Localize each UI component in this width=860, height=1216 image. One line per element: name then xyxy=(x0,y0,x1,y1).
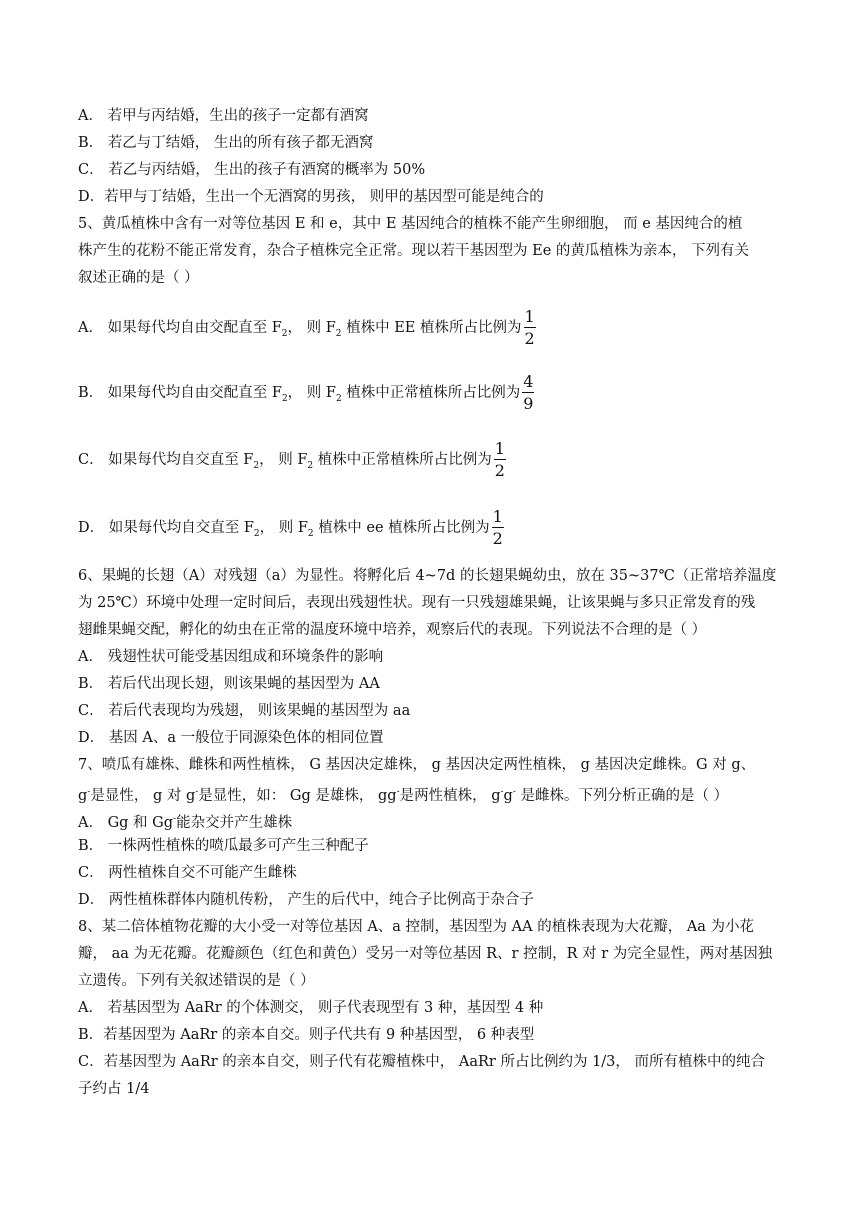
q8-option-c: C．若基因型为 AaRr 的亲本自交，则子代有花瓣植株中， AaRr 所占比例约为 1/3， 而所有植株中的纯合 xyxy=(78,1054,766,1070)
q4-option-a: A． 若甲与丙结婚，生出的孩子一定都有酒窝 xyxy=(78,108,369,124)
q5-option-b: B． 如果每代均自由交配直至 $F_2$， 则 $F_2$ 植株中正常植株所占比例为 $\frac{4}{9}$ xyxy=(78,372,534,413)
q7-option-c: C． 两性植株自交不可能产生雌株 xyxy=(78,865,297,881)
q5-stem-line-1: 5、黄瓜植株中含有一对等位基因 E 和 e，其中 E 基因纯合的植株不能产生卵细胞， 而 e 基因纯合的植 xyxy=(78,216,743,232)
q6-option-b: B． 若后代出现长翅，则该果蝇的基因型为 AA xyxy=(78,676,380,692)
q5-stem-line-3: 叙述正确的是（ ） xyxy=(78,270,199,286)
q8-option-b: B．若基因型为 AaRr 的亲本自交。则子代共有 9 种基因型， 6 种表型 xyxy=(78,1027,535,1043)
q7-stem-line-2: g-是显性， g 对 g-是显性，如： Gg 是雄株， gg-是两性植株， g-g- 是雌株。下列分析正确的是（ ） xyxy=(78,787,729,804)
q6-option-a: A． 残翅性状可能受基因组成和环境条件的影响 xyxy=(78,649,384,665)
q6-stem-line-1: 6、果蝇的长翅（A）对残翅（a）为显性。将孵化后 4~7d 的长翅果蝇幼虫，放在 35~37℃（正常培养温度 xyxy=(78,568,777,584)
q8-stem-line-1: 8、某二倍体植物花瓣的大小受一对等位基因 A、a 控制，基因型为 AA 的植株表现为大花瓣， Aa 为小花 xyxy=(78,919,755,935)
q7-stem-line-1: 7、喷瓜有雄株、雌株和两性植株， G 基因决定雄株， g 基因决定两性植株， g 基因决定雌株。G 对 g、 xyxy=(78,757,756,773)
q6-stem-line-3: 翅雌果蝇交配，孵化的幼虫在正常的温度环境中培养，观察后代的表现。下列说法不合理的是（ ） xyxy=(78,622,707,638)
q7-option-d: D． 两性植株群体内随机传粉， 产生的后代中，纯合子比例高于杂合子 xyxy=(78,892,534,908)
q6-option-c: C． 若后代表现均为残翅， 则该果蝇的基因型为 aa xyxy=(78,703,411,719)
q7-option-b: B． 一株两性植株的喷瓜最多可产生三种配子 xyxy=(78,838,369,854)
q4-option-b: B． 若乙与丁结婚， 生出的所有孩子都无酒窝 xyxy=(78,135,374,151)
q4-option-c: C． 若乙与丙结婚， 生出的孩子有酒窝的概率为 50% xyxy=(78,162,426,178)
q6-stem-line-2: 为 25℃）环境中处理一定时间后，表现出残翅性状。现有一只残翅雄果蝇，让该果蝇与多只正常发育的残 xyxy=(78,595,756,611)
fraction: $\frac{1}{2}$ xyxy=(492,507,503,548)
q7-option-a: A． Gg 和 Gg-能杂交并产生雄株 xyxy=(78,814,293,831)
fraction: $\frac{4}{9}$ xyxy=(523,372,534,413)
q4-option-d: D．若甲与丁结婚，生出一个无酒窝的男孩， 则甲的基因型可能是纯合的 xyxy=(78,189,544,205)
q8-stem-line-2: 瓣， aa 为无花瓣。花瓣颜色（红色和黄色）受另一对等位基因 R、r 控制，R 对 r 为完全显性，两对基因独 xyxy=(78,946,773,962)
q8-option-c-continued: 子约占 1/4 xyxy=(78,1081,150,1097)
q5-option-c: C． 如果每代均自交直至 $F_2$， 则 $F_2$ 植株中正常植株所占比例为 $\frac{1}{2}$ xyxy=(78,439,505,480)
q6-option-d: D． 基因 A、a 一般位于同源染色体的相同位置 xyxy=(78,730,384,746)
q8-stem-line-3: 立遗传。下列有关叙述错误的是（ ） xyxy=(78,973,315,989)
q5-option-a: A． 如果每代均自由交配直至 $F_2$， 则 $F_2$ 植株中 EE 植株所占比例为 $\frac{1}{2}$ xyxy=(78,307,535,348)
fraction: $\frac{1}{2}$ xyxy=(524,307,535,348)
fraction: $\frac{1}{2}$ xyxy=(494,439,505,480)
q5-option-d: D． 如果每代均自交直至 $F_2$， 则 $F_2$ 植株中 ee 植株所占比例为 $\frac{1}{2}$ xyxy=(78,507,503,548)
q5-stem-line-2: 株产生的花粉不能正常发育，杂合子植株完全正常。现以若干基因型为 Ee 的黄瓜植株为亲本， 下列有关 xyxy=(78,243,749,259)
q8-option-a: A． 若基因型为 AaRr 的个体测交， 则子代表现型有 3 种，基因型 4 种 xyxy=(78,1000,544,1016)
